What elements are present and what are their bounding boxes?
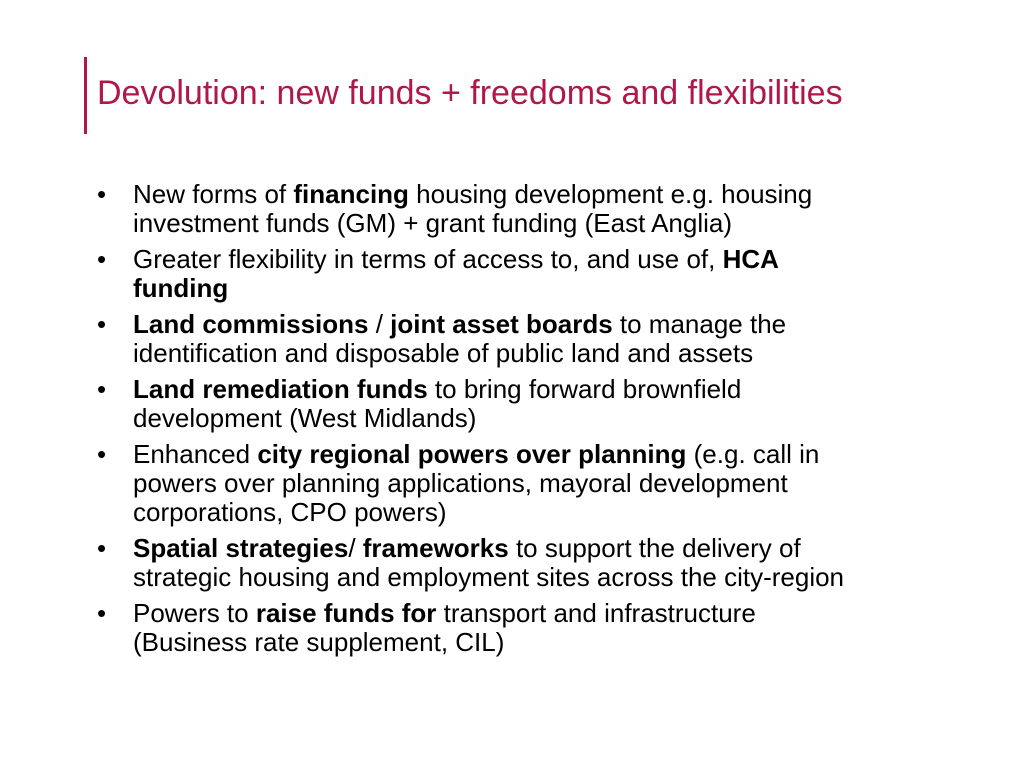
bullet-line — [0, 599, 1024, 628]
bullet-item — [0, 440, 1024, 527]
text: (Business rate supplement, CIL) — [133, 627, 505, 657]
text: (e.g. call in — [686, 439, 820, 469]
text: powers over planning applications, mayoral development — [133, 468, 788, 498]
bullet-line — [0, 404, 1024, 433]
text: Powers to — [133, 598, 256, 628]
bullet-line — [0, 375, 1024, 404]
text: to manage the — [612, 309, 787, 339]
text: to support the delivery of — [508, 533, 801, 563]
bold-text: financing — [293, 179, 409, 209]
bullet-icon: • — [97, 533, 107, 563]
text: New forms of — [133, 179, 294, 209]
text: / — [348, 533, 363, 563]
text: Enhanced — [133, 439, 258, 469]
bullet-line — [0, 534, 1024, 563]
bullet-item — [0, 180, 1024, 238]
title-accent-bar — [84, 57, 87, 134]
bullet-line — [0, 469, 1024, 498]
bullet-item — [0, 310, 1024, 368]
bullet-icon: • — [97, 374, 107, 404]
text: Greater flexibility in terms of access to, and use of, — [133, 244, 723, 274]
bullet-line — [0, 310, 1024, 339]
bullet-item — [0, 245, 1024, 303]
bold-text: Spatial strategies — [133, 533, 349, 563]
text: housing development e.g. housing — [408, 179, 813, 209]
bullet-line — [0, 274, 1024, 303]
bullet-item — [0, 599, 1024, 657]
bold-text: city regional powers over planning — [257, 439, 687, 469]
text: identification and disposable of public land and assets — [133, 338, 754, 368]
bullet-list — [0, 180, 1024, 664]
bullet-line — [0, 440, 1024, 469]
bold-text: frameworks — [362, 533, 509, 563]
bullet-icon: • — [97, 179, 107, 209]
bullet-icon: • — [97, 309, 107, 339]
bold-text: joint asset boards — [390, 309, 613, 339]
bold-text: funding — [133, 273, 229, 303]
text: strategic housing and employment sites across the city-region — [133, 562, 845, 592]
bullet-icon: • — [97, 244, 107, 274]
bullet-line — [0, 245, 1024, 274]
text: to bring forward brownfield — [427, 374, 742, 404]
bullet-line — [0, 563, 1024, 592]
bold-text: Land remediation funds — [133, 374, 428, 404]
bold-text: Land commissions — [133, 309, 369, 339]
bullet-icon: • — [97, 598, 107, 628]
bullet-item — [0, 375, 1024, 433]
bullet-item — [0, 534, 1024, 592]
slide-title: Devolution: new funds + freedoms and flexibilities — [97, 74, 843, 112]
text: corporations, CPO powers) — [133, 497, 447, 527]
bold-text: raise funds for — [255, 598, 437, 628]
text: / — [368, 309, 391, 339]
bullet-line — [0, 209, 1024, 238]
bullet-line — [0, 339, 1024, 368]
text: transport and infrastructure — [436, 598, 756, 628]
text: development (West Midlands) — [133, 403, 477, 433]
bullet-line — [0, 498, 1024, 527]
bullet-icon: • — [97, 439, 107, 469]
bullet-line — [0, 628, 1024, 657]
bold-text: HCA — [722, 244, 779, 274]
text: investment funds (GM) + grant funding (East Anglia) — [133, 208, 733, 238]
bullet-line — [0, 180, 1024, 209]
